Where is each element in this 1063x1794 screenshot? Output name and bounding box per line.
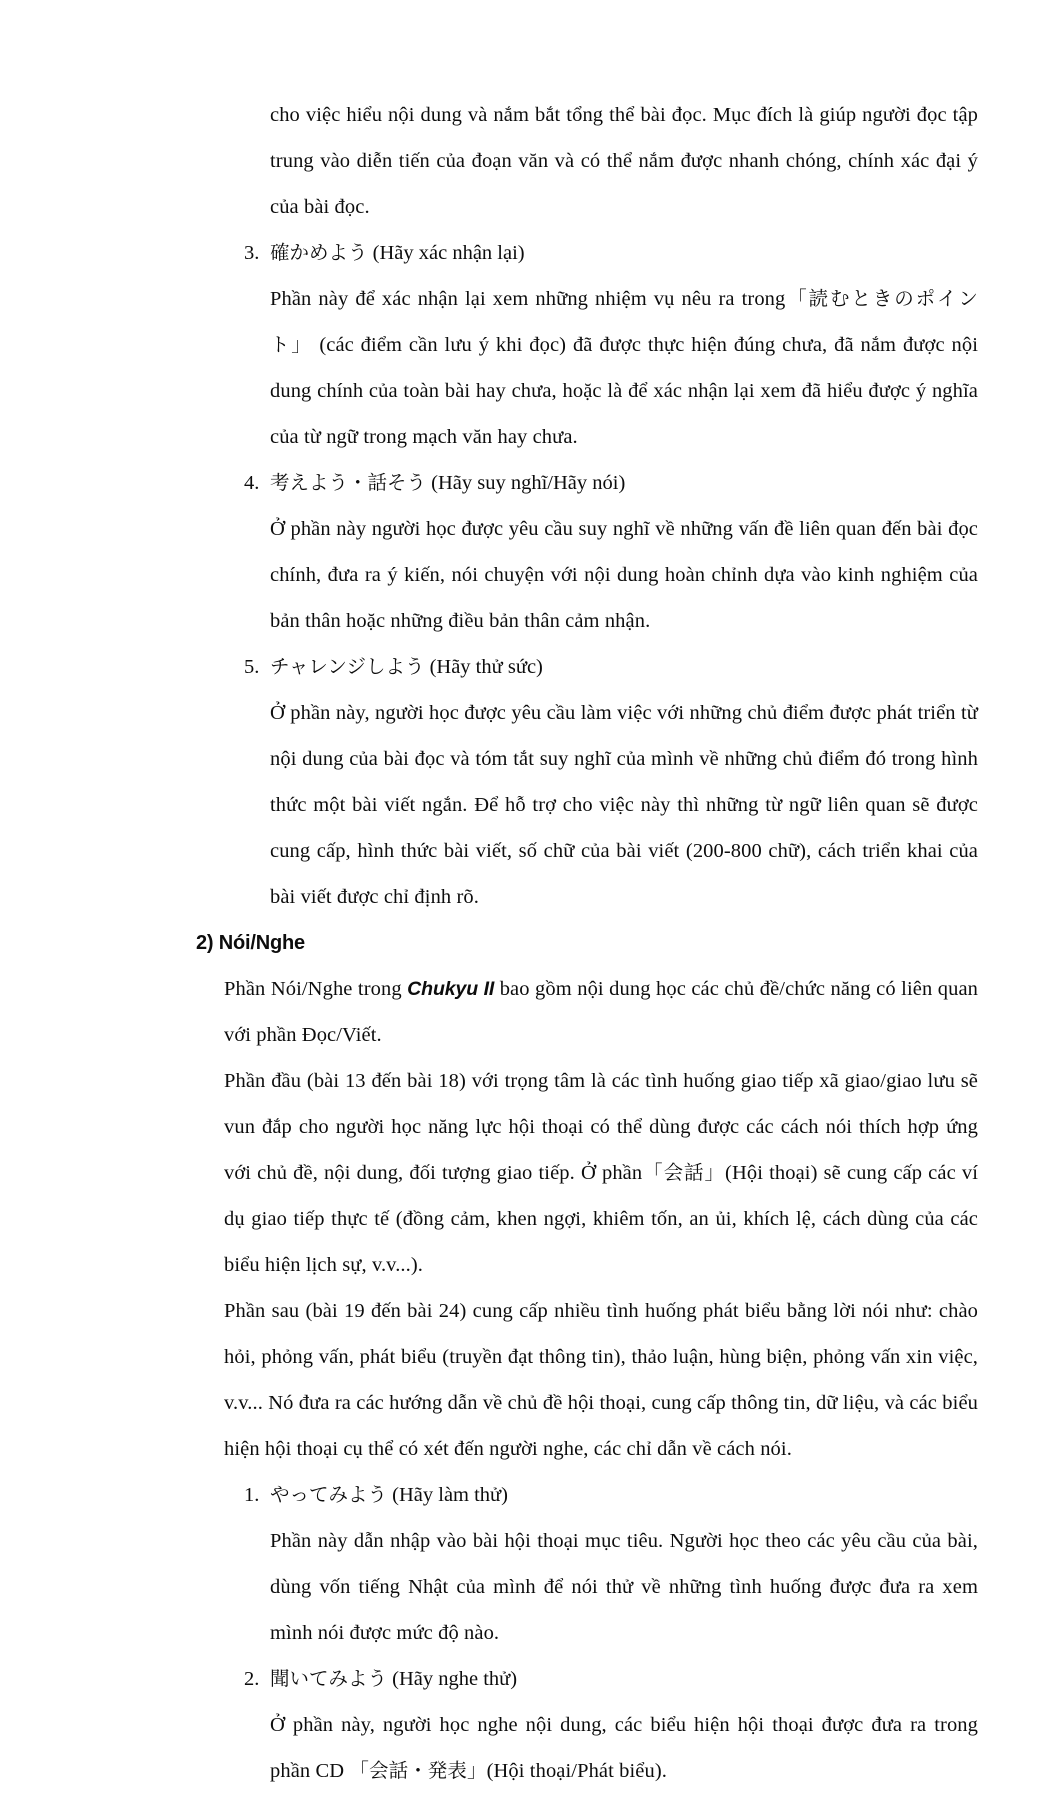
list-item — [244, 1656, 978, 1794]
list-item-number: 3. — [244, 242, 260, 264]
body-text-part1: Phần này để xác nhận lại xem những nhiệm vụ nêu ra trong — [270, 288, 786, 310]
paragraph-text-part1: Phần Nói/Nghe trong — [224, 978, 402, 1000]
body-text-part2: (Hội thoại/Phát biểu). — [486, 1760, 667, 1782]
list-item-vietnamese-title: (Hãy suy nghĩ/Hãy nói) — [431, 472, 626, 494]
paragraph-text-part1: Phần đầu (bài 13 đến bài 18) với trọng tâm là các tình huống giao tiếp xã giao/giao lưu sẽ vun đắp cho người học năng lực hội thoại có thể dùng được các cách nói thích hợp ứng với chủ đề, nội dung, đối tượng giao tiếp. Ở phần — [224, 1070, 978, 1184]
body-text-part1: Ở phần này, người học nghe nội dung, các biểu hiện hội thoại được đưa ra trong phần CD — [270, 1714, 978, 1782]
list-item — [244, 460, 978, 644]
list-item-vietnamese-title: (Hãy xác nhận lại) — [372, 242, 525, 264]
page-content — [196, 92, 978, 1794]
list-item-heading — [244, 1656, 978, 1702]
list-item-number: 4. — [244, 472, 260, 494]
list-item — [244, 1472, 978, 1656]
section-paragraph — [224, 1058, 978, 1288]
list-item-vietnamese-title: (Hãy nghe thử) — [392, 1668, 518, 1690]
list-item-heading — [244, 230, 978, 276]
paragraph-japanese-phrase: 「会話」 — [642, 1161, 726, 1184]
list-item-heading — [244, 644, 978, 690]
list-item-number: 2. — [244, 1668, 260, 1690]
list-item-body — [270, 276, 978, 460]
list-item — [244, 230, 978, 460]
body-japanese-phrase: 「読むときのポイント」 — [270, 287, 978, 356]
list-item-japanese-title: チャレンジしよう — [270, 655, 425, 678]
section-paragraph: Phần sau (bài 19 đến bài 24) cung cấp nhiều tình huống phát biểu bằng lời nói như: chào hỏi, phỏng vấn, phát biểu (truyền đạt thông tin), thảo luận, hùng biện, phỏng vấn xin việc, v.v... Nó đưa ra các hướng dẫn về chủ đề hội thoại, cung cấp thông tin, dữ liệu, và các biểu hiện hội thoại cụ thể có xét đến người nghe, các chỉ dẫn về cách nói. — [224, 1300, 978, 1460]
list-item-number: 5. — [244, 656, 260, 678]
body-text-part2: (các điểm cần lưu ý khi đọc) đã được thực hiện đúng chưa, đã nắm được nội dung chính của toàn bài hay chưa, hoặc là để xác nhận lại xem đã hiểu được ý nghĩa của từ ngữ trong mạch văn hay chưa. — [270, 334, 978, 448]
list-item — [244, 644, 978, 920]
list-item-japanese-title: 聞いてみよう — [270, 1667, 388, 1690]
list-item-body: Ở phần này người học được yêu cầu suy nghĩ về những vấn đề liên quan đến bài đọc chính, đưa ra ý kiến, nói chuyện với nội dung hoàn chỉnh dựa vào kinh nghiệm của bản thân hoặc những điều bản thân cảm nhận. — [270, 518, 978, 632]
body-japanese-phrase: 「会話・発表」 — [349, 1759, 487, 1782]
list-item-number: 1. — [244, 1484, 260, 1506]
list-item-japanese-title: やってみよう — [270, 1483, 388, 1506]
section-paragraph — [224, 966, 978, 1058]
opening-paragraph: cho việc hiểu nội dung và nắm bắt tổng thể bài đọc. Mục đích là giúp người đọc tập trung vào diễn tiến của đoạn văn và có thể nắm được nhanh chóng, chính xác đại ý của bài đọc. — [270, 104, 978, 218]
paragraph-text-part2: bao gồm nội dung học các chủ đề/chức năng có liên quan với phần Đọc/Viết. — [224, 978, 978, 1046]
list-item-japanese-title: 確かめよう — [270, 241, 368, 264]
list-item-body: Phần này dẫn nhập vào bài hội thoại mục tiêu. Người học theo các yêu cầu của bài, dùng vốn tiếng Nhật của mình để nói thử về những tình huống được đưa ra xem mình nói được mức độ nào. — [270, 1530, 978, 1644]
list-item-vietnamese-title: (Hãy thử sức) — [429, 656, 543, 678]
book-title: Chukyu II — [407, 978, 495, 1000]
section-heading: 2) Nói/Nghe — [196, 932, 305, 954]
paragraph-text-part2: (Hội thoại) sẽ cung cấp các ví dụ giao tiếp thực tế (đồng cảm, khen ngợi, khiêm tốn, an ủi, khích lệ, cách dùng của các biểu hiện lịch sự, v.v...). — [224, 1162, 979, 1276]
list-item-heading — [244, 1472, 978, 1518]
list-item-body — [270, 1702, 978, 1794]
list-item-heading — [244, 460, 978, 506]
list-item-body: Ở phần này, người học được yêu cầu làm việc với những chủ điểm được phát triển từ nội dung của bài đọc và tóm tắt suy nghĩ của mình về những chủ điểm đó trong hình thức một bài viết ngắn. Để hỗ trợ cho việc này thì những từ ngữ liên quan sẽ được cung cấp, hình thức bài viết, số chữ của bài viết (200-800 chữ), cách triển khai của bài viết được chỉ định rõ. — [270, 702, 978, 908]
list-item-vietnamese-title: (Hãy làm thử) — [392, 1484, 508, 1506]
list-item-japanese-title: 考えよう・話そう — [270, 471, 427, 494]
